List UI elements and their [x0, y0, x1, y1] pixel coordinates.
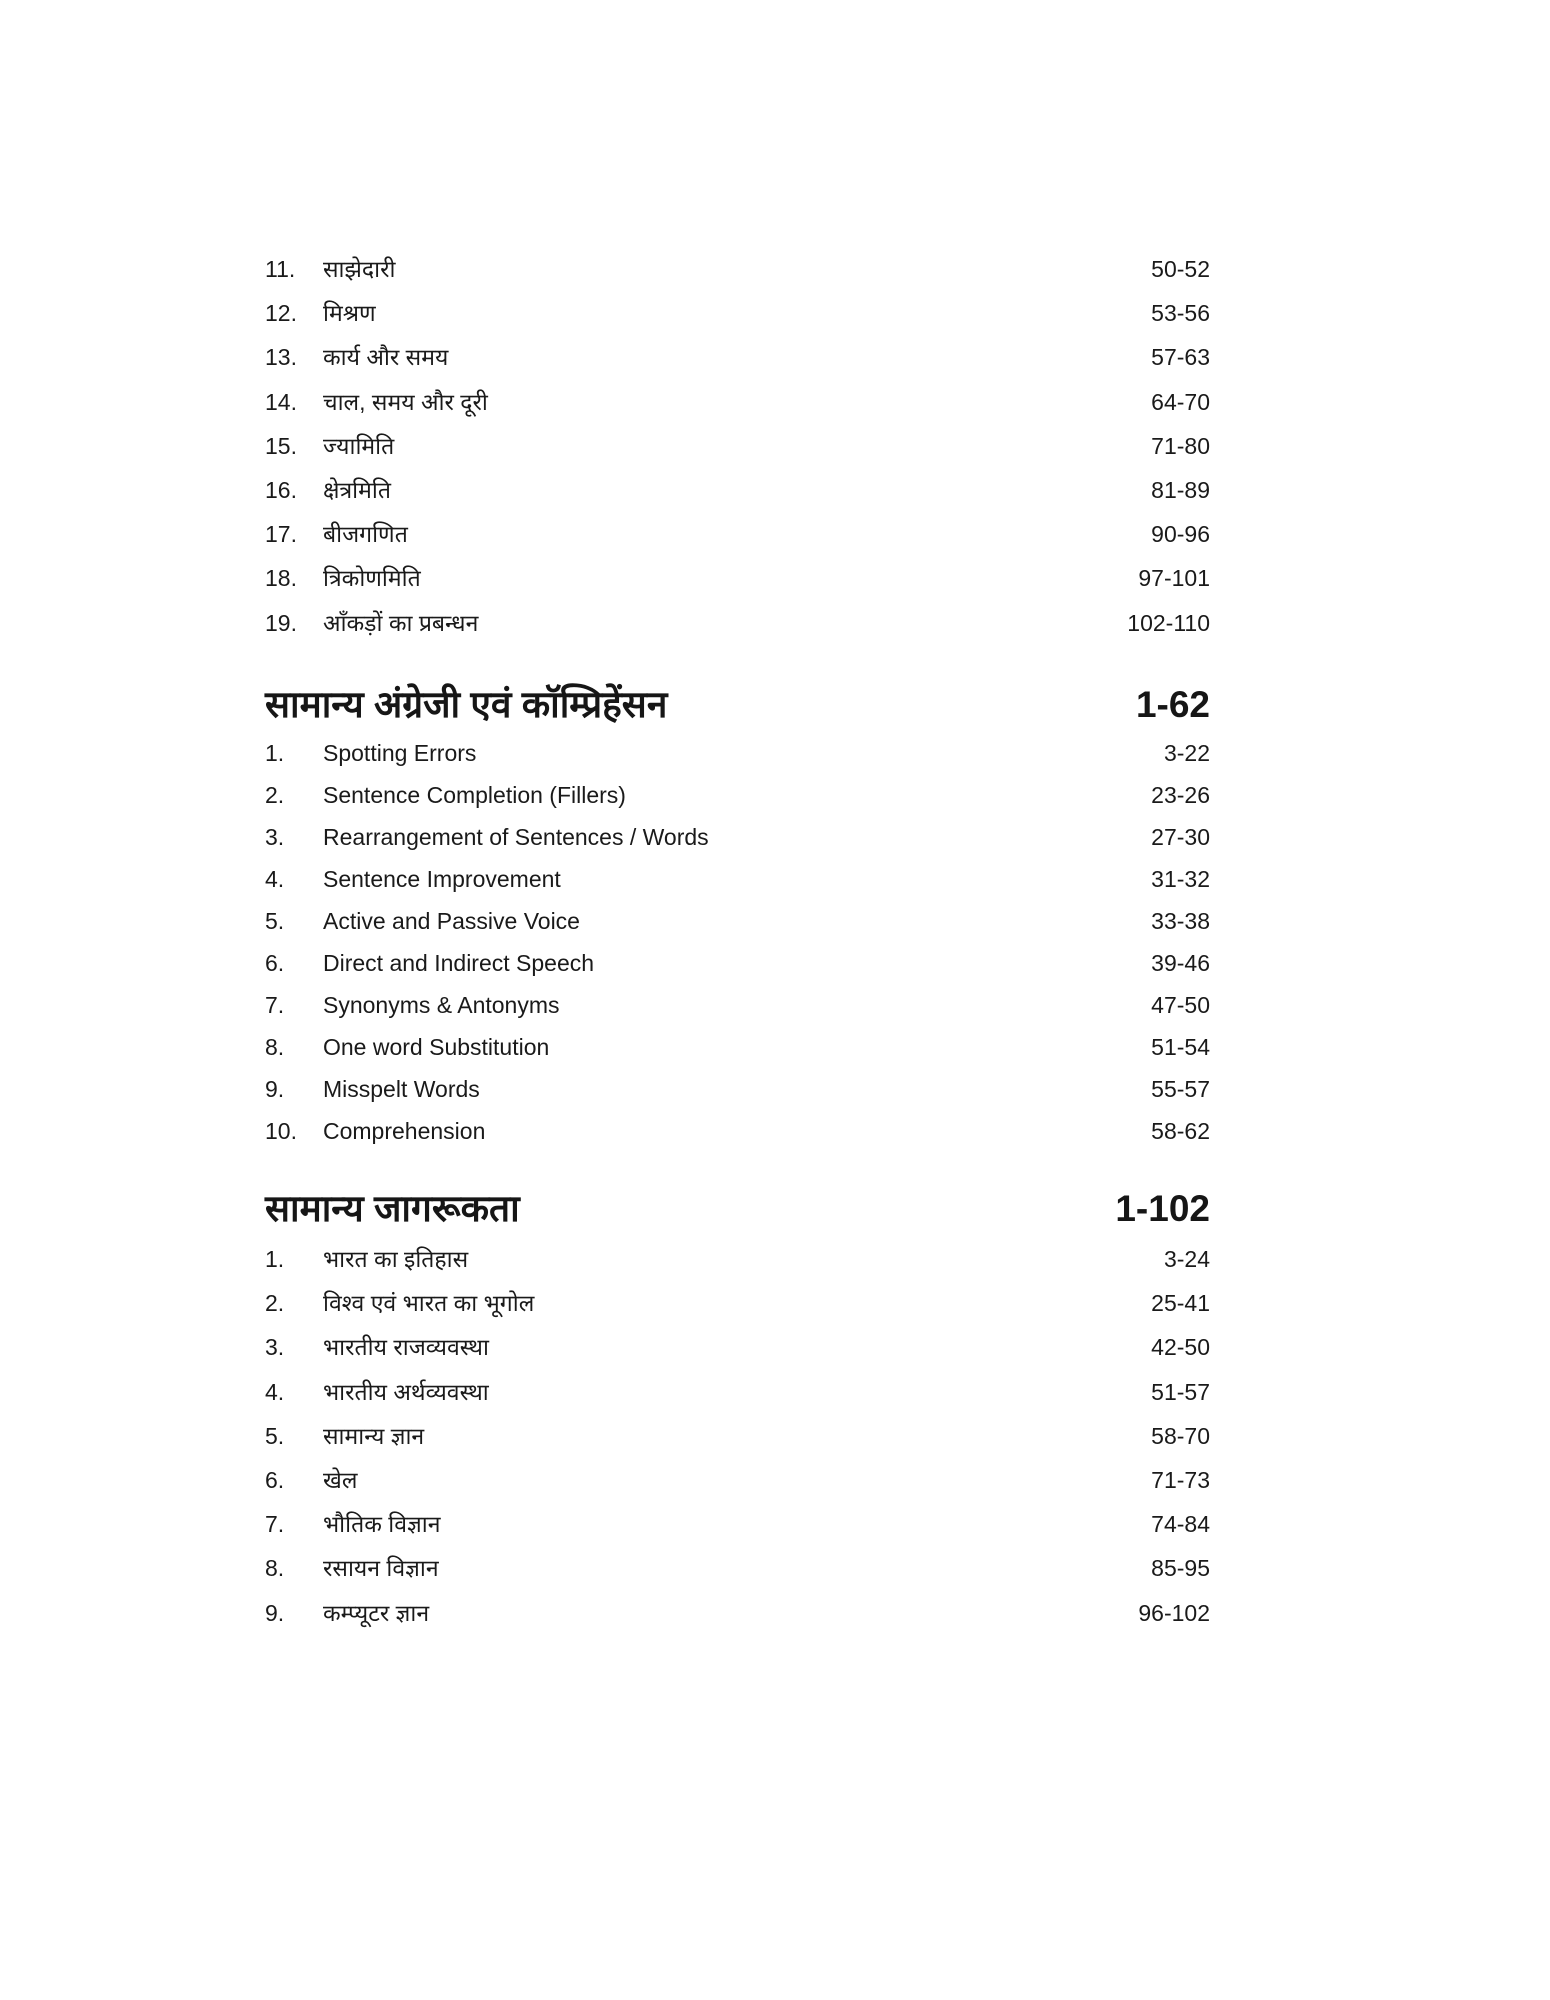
toc-row-title: Active and Passive Voice	[323, 908, 580, 934]
toc-row-number: 17.	[265, 521, 297, 548]
toc-row-number: 9.	[265, 1076, 285, 1102]
toc-row-number: 8.	[265, 1555, 285, 1582]
toc-row-number: 19.	[265, 609, 297, 636]
toc-row	[265, 346, 1210, 390]
toc-row-title: भारतीय राजव्यवस्था	[323, 1334, 489, 1361]
toc-row-number: 2.	[265, 1290, 285, 1317]
toc-row-number: 8.	[265, 1034, 285, 1060]
toc-row-title: भारत का इतिहास	[323, 1246, 469, 1272]
toc-row	[265, 567, 1210, 611]
toc-row-pages: 3-22	[1163, 740, 1210, 766]
toc-row-number: 9.	[265, 1599, 285, 1626]
toc-row	[265, 784, 1210, 826]
toc-row-pages: 71-80	[1151, 432, 1210, 459]
toc-row-pages: 39-46	[1151, 950, 1210, 976]
toc-row-title: क्षेत्रमिति	[323, 476, 391, 503]
toc-row-pages: 85-95	[1151, 1555, 1210, 1582]
toc-row	[265, 1292, 1210, 1336]
toc-row-pages: 51-57	[1151, 1378, 1210, 1405]
toc-row-pages: 58-62	[1151, 1118, 1210, 1144]
toc-row	[265, 910, 1210, 952]
toc-row-title: Spotting Errors	[323, 740, 477, 766]
toc-row-number: 4.	[265, 866, 285, 892]
toc-row-pages: 58-70	[1151, 1422, 1210, 1449]
toc-row-title: मिश्रण	[323, 300, 376, 327]
toc-row	[265, 523, 1210, 567]
toc-row-title: Direct and Indirect Speech	[323, 950, 595, 976]
toc-row-title: विश्व एवं भारत का भूगोल	[323, 1290, 535, 1317]
toc-row-title: बीजगणित	[323, 521, 408, 548]
toc-row-title: Comprehension	[323, 1118, 486, 1144]
toc-row	[265, 1120, 1210, 1162]
toc-row-number: 2.	[265, 782, 285, 808]
toc-row	[265, 432, 1210, 479]
toc-row-title: कार्य और समय	[323, 344, 449, 371]
toc-row-number: 7.	[265, 1511, 285, 1538]
toc-row-number: 14.	[265, 388, 297, 415]
toc-row-number: 5.	[265, 1422, 285, 1449]
toc-row-number: 18.	[265, 565, 297, 592]
section-heading-title: सामान्य अंग्रेजी एवं कॉम्प्रिहेंसन	[265, 684, 668, 725]
toc-row-title: कम्प्यूटर ज्ञान	[323, 1599, 430, 1626]
toc-row-title: त्रिकोणमिति	[323, 565, 421, 592]
toc-row-pages: 102-110	[1127, 609, 1210, 636]
toc-row-number: 16.	[265, 476, 297, 503]
toc-row-title: साझेदारी	[323, 256, 396, 282]
toc-row	[265, 1422, 1210, 1469]
toc-row-pages: 64-70	[1151, 388, 1210, 415]
toc-section-english	[265, 686, 1210, 1162]
toc-row	[265, 868, 1210, 910]
toc-row-pages: 51-54	[1151, 1034, 1210, 1060]
toc-row-number: 4.	[265, 1378, 285, 1405]
toc-row-pages: 74-84	[1151, 1511, 1210, 1538]
toc-row-pages: 90-96	[1151, 521, 1210, 548]
toc-row-pages: 3-24	[1163, 1246, 1210, 1272]
toc-row	[265, 994, 1210, 1036]
toc-row-pages: 96-102	[1138, 1599, 1210, 1626]
toc-row-title: Synonyms & Antonyms	[323, 992, 560, 1018]
toc-row-number: 6.	[265, 950, 285, 976]
toc-row-title: ज्यामिति	[323, 432, 395, 459]
toc-row-pages: 71-73	[1151, 1466, 1210, 1493]
toc-row	[265, 1036, 1210, 1078]
toc-section-continued	[265, 258, 1210, 656]
toc-row-pages: 97-101	[1138, 565, 1210, 592]
toc-row-number: 5.	[265, 908, 285, 934]
toc-row-number: 13.	[265, 344, 297, 371]
toc-row-pages: 55-57	[1151, 1076, 1210, 1102]
toc-row	[265, 826, 1210, 868]
toc-row	[265, 1466, 1210, 1513]
toc-row-number: 3.	[265, 1334, 285, 1361]
toc-row	[265, 476, 1210, 523]
toc-row-pages: 31-32	[1151, 866, 1210, 892]
toc-row-title: Sentence Completion (Fillers)	[323, 782, 626, 808]
toc-row	[265, 1078, 1210, 1120]
toc-row-pages: 23-26	[1151, 782, 1210, 808]
toc-row-title: सामान्य ज्ञान	[323, 1422, 425, 1449]
toc-row	[265, 1513, 1210, 1557]
toc-row-number: 6.	[265, 1466, 285, 1493]
toc-row-title: भारतीय अर्थव्यवस्था	[323, 1378, 489, 1405]
toc-row	[265, 952, 1210, 994]
toc-section-awareness	[265, 1190, 1210, 1646]
toc-row	[265, 1336, 1210, 1380]
toc-row-pages: 53-56	[1151, 300, 1210, 327]
toc-row	[265, 1557, 1210, 1601]
toc-row	[265, 258, 1210, 302]
toc-row-title: चाल, समय और दूरी	[323, 388, 488, 415]
toc-row	[265, 1378, 1210, 1425]
section-heading-pages: 1-102	[1115, 1188, 1210, 1229]
toc-row-number: 12.	[265, 300, 297, 327]
toc-row-title: रसायन विज्ञान	[323, 1555, 439, 1582]
toc-row-number: 1.	[265, 740, 285, 766]
toc-row-pages: 42-50	[1151, 1334, 1210, 1361]
toc-row-title: खेल	[323, 1466, 358, 1493]
toc-row	[265, 609, 1210, 656]
toc-row-number: 10.	[265, 1118, 297, 1144]
toc-row-pages: 47-50	[1151, 992, 1210, 1018]
toc-row-title: भौतिक विज्ञान	[323, 1511, 441, 1538]
section-heading	[265, 1190, 1210, 1248]
toc-row-pages: 57-63	[1151, 344, 1210, 371]
section-heading-title: सामान्य जागरूकता	[265, 1188, 520, 1229]
section-heading-pages: 1-62	[1135, 684, 1210, 725]
toc-row-pages: 33-38	[1151, 908, 1210, 934]
toc-row-title: आँकड़ों का प्रबन्धन	[323, 609, 479, 636]
toc-row	[265, 742, 1210, 784]
toc-row-number: 1.	[265, 1246, 285, 1272]
toc-row-title: Misspelt Words	[323, 1076, 480, 1102]
toc-row-pages: 25-41	[1151, 1290, 1210, 1317]
toc-row	[265, 388, 1210, 435]
toc-row-pages: 81-89	[1151, 476, 1210, 503]
toc-row-title: Sentence Improvement	[323, 866, 561, 892]
toc-row-number: 7.	[265, 992, 285, 1018]
toc-row-pages: 50-52	[1151, 256, 1210, 282]
toc-row-title: One word Substitution	[323, 1034, 550, 1060]
toc-row-number: 11.	[265, 256, 296, 282]
toc-row-title: Rearrangement of Sentences / Words	[323, 824, 709, 850]
toc-row	[265, 1599, 1210, 1646]
toc-row-number: 15.	[265, 432, 297, 459]
toc-row-pages: 27-30	[1151, 824, 1210, 850]
toc-row-number: 3.	[265, 824, 285, 850]
section-heading	[265, 686, 1210, 742]
toc-row	[265, 1248, 1210, 1292]
toc-row	[265, 302, 1210, 346]
